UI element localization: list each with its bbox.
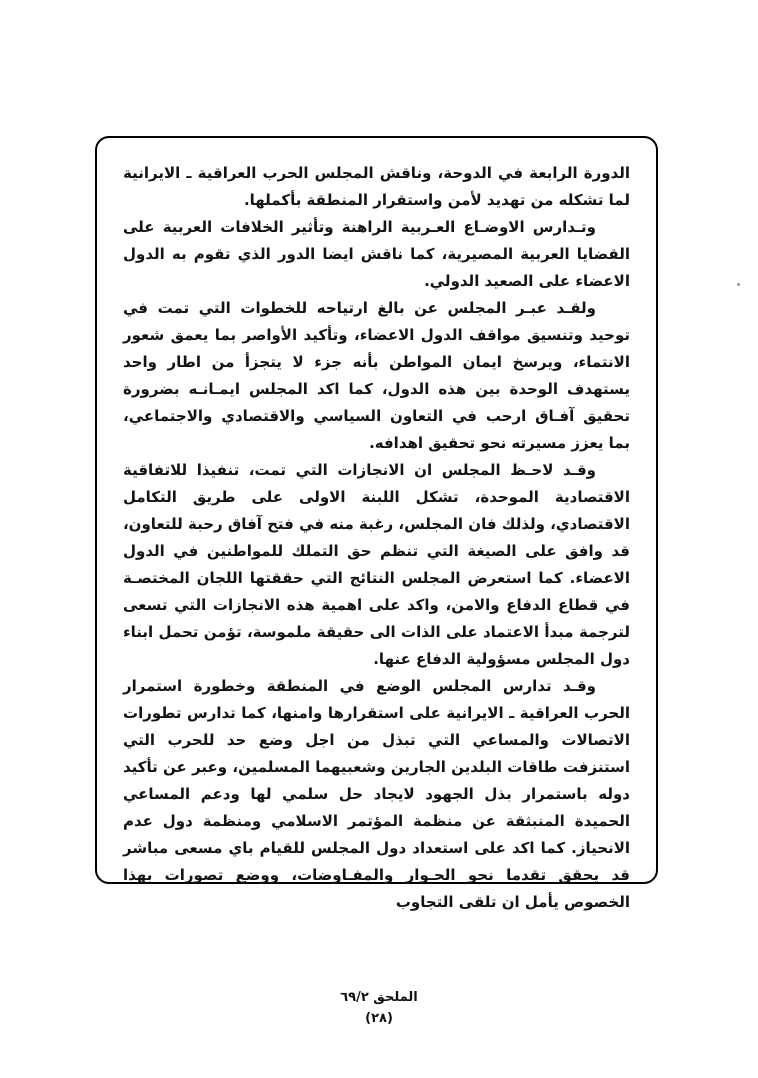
paragraph-4: وقـد لاحـظ المجلس ان الانجازات التي تمت، تنفيذا للاتفاقية الاقتصادية الموحدة، تشكل اللبنة الاولى على طريق التكامل الاقتصادي، ولذلك فان المجلس، رغبة منه في فتح آفاق رحبة للتعاون، قد وافق على الصيغة التي تنظم حق التملك للمواطنين في الدول الاعضاء. كما استعرض المجلس النتائج التي حققتها اللجان المختصـة في قطاع الدفاع والامن، واكد على اهمية هذه الانجازات التي تسعى لترجمة مبدأ الاعتماد على الذات الى حقيقة ملموسة، تؤمن تحمل ابناء دول المجلس مسؤولية الدفاع عنها.: [122, 461, 630, 668]
paragraph-5: وقـد تدارس المجلس الوضع في المنطقة وخطورة استمرار الحرب العراقية ـ الايرانية على استقرارها وامنها، كما تدارس تطورات الاتصالات والمساعي التي تبذل من اجل وضع حد للحرب التي استنزفت طاقات البلدين الجارين وشعبيهما المسلمين، وعبر عن تأكيد دوله باستمرار بذل الجهود لايجاد حل سلمي لها ودعم المساعي الحميدة المنبثقة عن منظمة المؤتمر الاسلامي ومنظمة دول عدم الانحياز. كما اكد على استعداد دول المجلس للقيام باي مسعى مباشر قد يحقق تقدما نحو الحـوار والمفـاوضات، ووضع تصورات بهذا الخصوص يأمل ان تلقى التجاوب: [123, 677, 630, 911]
page-footer: [0, 990, 758, 1026]
paragraph-1: الدورة الرابعة في الدوحة، وناقش المجلس الحرب العراقية ـ الايرانية لما تشكله من تهديد لأمن واستقرار المنطقة بأكملها.: [123, 164, 630, 209]
paragraph-2: وتـدارس الاوضـاع العـربية الراهنة وتأثير الخلافات العربية على القضايا العربية المصيرية، كما ناقش ايضا الدور الذي تقوم به الدول الاعضاء على الصعيد الدولي.: [123, 218, 630, 290]
document-frame: [95, 136, 658, 911]
footer-page-number: (٢٨): [365, 1011, 393, 1026]
paragraph-3: ولقـد عبـر المجلس عن بالغ ارتياحه للخطوات التي تمت في توحيد وتنسيق مواقف الدول الاعضاء، وتأكيد الأواصر بما يعمق شعور الانتماء، ويرسخ ايمان المواطن بأنه جزء لا يتجزأ من اطار واحد يستهدف الوحدة بين هذه الدول، كما اكد المجلس ايمـانـه بضرورة تحقيق آفـاق ارحب في التعاون السياسي والاقتصادي والاجتماعي، بما يعزز مسيرته نحو تحقيق اهدافه.: [123, 299, 630, 452]
scan-artifact-speck: [737, 283, 740, 286]
body-text: [123, 160, 630, 916]
footer-appendix-label: الملحق ٦٩/٢: [340, 990, 418, 1005]
